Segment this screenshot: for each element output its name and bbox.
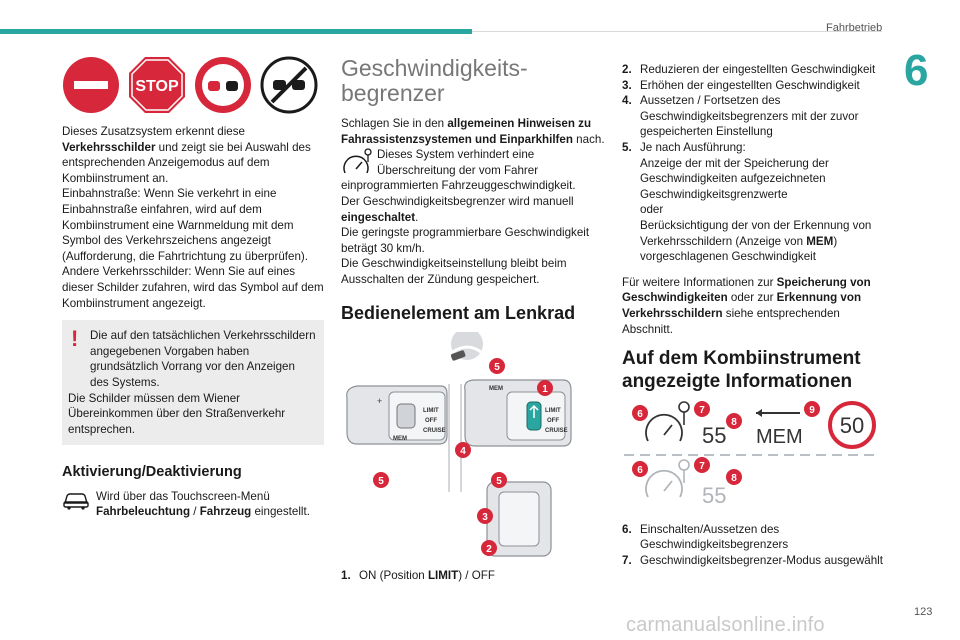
callout-8 — [726, 413, 742, 429]
callout-5a — [489, 358, 505, 374]
svg-text:7: 7 — [699, 461, 705, 473]
callout-4 — [455, 442, 471, 458]
callout-7b — [694, 457, 710, 473]
no-entry-sign-icon — [62, 56, 120, 114]
svg-text:OFF: OFF — [547, 417, 559, 424]
svg-text:2: 2 — [486, 543, 492, 555]
svg-text:+: + — [377, 395, 383, 406]
svg-text:CRUISE: CRUISE — [423, 427, 446, 434]
list-item-1: 1. ON (Position LIMIT) / OFF — [341, 569, 495, 583]
callout-9 — [804, 401, 820, 417]
svg-text:3: 3 — [482, 511, 488, 523]
memory-paragraph: Die Geschwindigkeitseinstellung bleibt beim Ausschalten der Zündung gespeichert. — [341, 257, 567, 286]
set-speed-value: 55 — [702, 423, 727, 449]
header-accent-bar — [0, 29, 472, 34]
car-icon — [62, 489, 90, 511]
right-stalk-view — [465, 380, 571, 446]
svg-text:LIMIT: LIMIT — [545, 407, 561, 414]
limiter-text-a: Dieses System verhindert eine Überschreitung der vom Fahrer — [377, 148, 539, 177]
warning-text-2: Die Schilder müssen dem Wiener Übereinkommen über den Straßenverkehr entsprechen. — [68, 391, 286, 436]
svg-text:LIMIT: LIMIT — [423, 407, 439, 414]
list-item-7: 7. Geschwindigkeitsbegrenzer-Modus ausgewählt — [622, 553, 883, 567]
watermark: carmanualsonline.info — [626, 614, 825, 636]
stop-sign-icon — [128, 56, 186, 114]
callout-7 — [694, 401, 710, 417]
warning-text-1: Die auf den tatsächlichen Verkehrsschildern angegebenen Vorgaben haben grundsätzlich Vorrang vor den Anzeigen des Systems. — [90, 329, 316, 389]
list-item: 3. Erhöhen der eingestellten Geschwindigkeit — [622, 78, 860, 92]
svg-text:6: 6 — [637, 465, 643, 477]
page-number: 123 — [914, 606, 933, 618]
callout-5c — [491, 472, 507, 488]
svg-text:MEM: MEM — [393, 435, 407, 442]
svg-text:1: 1 — [542, 383, 548, 395]
svg-text:5: 5 — [494, 361, 500, 373]
list-item-6: 6. Einschalten/Aussetzen des Geschwindigkeitsbegrenzers — [622, 522, 789, 552]
column-2 — [341, 56, 607, 584]
steering-controls-heading: Bedienelement am Lenkrad — [341, 302, 576, 323]
callout-6 — [632, 405, 648, 421]
svg-text:6: 6 — [637, 409, 643, 421]
left-stalk-view — [347, 386, 447, 444]
manual-activation-paragraph: Der Geschwindigkeitsbegrenzer wird manuell eingeschaltet. — [341, 194, 574, 224]
callout-2 — [481, 540, 497, 556]
one-way-paragraph: Einbahnstraße: Wenn Sie verkehrt in eine Einbahnstraße einfahren, wird auf dem Kombiinstrument eine Warnmeldung mit dem Symbol des Verkehrszeichens angezeigt (Aufforderung, die Fahrtrichtung zu überprüfen). — [62, 187, 308, 263]
section-title: Fahrbetrieb — [826, 22, 883, 34]
instrument-display-illustration — [622, 399, 884, 511]
svg-text:OFF: OFF — [425, 417, 437, 424]
activation-text: Wird über das Touchscreen-Menü Fahrbeleuchtung / Fahrzeug eingestellt. — [96, 489, 310, 519]
svg-text:8: 8 — [731, 417, 737, 429]
more-info-paragraph: Für weitere Informationen zur Speicherung von Geschwindigkeiten oder zur Erkennung von Verkehrsschildern siehe entsprechenden Abschnitt. — [622, 275, 871, 336]
speed-limit-sign-value: 50 — [839, 413, 865, 439]
callout-1 — [537, 380, 553, 396]
general-hints-paragraph: Schlagen Sie in den allgemeinen Hinweisen zu Fahrassistenzsystemen und Einparkhilfen nach. — [341, 117, 605, 146]
activation-heading: Aktivierung/Deaktivierung — [62, 464, 242, 481]
no-overtaking-sign-icon — [194, 56, 252, 114]
set-speed-value-inactive: 55 — [702, 483, 727, 509]
list-item-5: 5. Je nach Ausführung: Anzeige der mit der Speicherung der Geschwindigkeiten aufgezeichneten Geschwindigkeitsgrenzwerte oder Berücksichtigung der von der Erkennung von Verkehrsschildern (Anzeige von MEM) vorgeschlagenen Geschwindigkeit — [622, 140, 872, 264]
min-speed-paragraph: Die geringste programmierbare Geschwindigkeit beträgt 30 km/h. — [341, 226, 590, 255]
page-title: Geschwindigkeits- begrenzer — [341, 55, 528, 106]
list-item: 2. Reduzieren der eingestellten Geschwindigkeit — [622, 63, 876, 76]
speed-limiter-icon — [341, 147, 373, 177]
steering-wheel-icon — [450, 332, 483, 361]
warning-icon: ! — [71, 326, 79, 352]
svg-text:5: 5 — [378, 475, 384, 487]
limiter-info-row — [341, 147, 607, 178]
limiter-display-active — [646, 402, 874, 448]
header-rule — [472, 31, 882, 32]
mem-label: MEM — [756, 426, 803, 449]
warning-box — [62, 320, 324, 445]
other-signs-paragraph: Andere Verkehrsschilder: Wenn Sie auf eines dieser Schilder zufahren, wird das Symbol auf dem Kombiinstrument angezeigt. — [62, 265, 324, 310]
svg-text:CRUISE: CRUISE — [545, 427, 568, 434]
limiter-text-b: einprogrammierten Fahrzeuggeschwindigkeit. — [341, 179, 576, 193]
callout-6b — [632, 461, 648, 477]
svg-text:4: 4 — [460, 445, 466, 457]
callout-8b — [726, 469, 742, 485]
list-item: 4. Aussetzen / Fortsetzen des Geschwindigkeitsbegrenzers mit der zuvor gespeicherten Einstellung — [622, 94, 859, 139]
chapter-number: 6 — [904, 46, 929, 95]
stop-sign-label: STOP — [135, 78, 179, 95]
callout-3 — [477, 508, 493, 524]
svg-text:7: 7 — [699, 405, 705, 417]
svg-text:MEM: MEM — [489, 385, 503, 392]
traffic-signs-row — [62, 56, 324, 114]
steering-stalk-illustration — [341, 332, 607, 564]
limiter-display-inactive — [646, 460, 726, 508]
display-info-heading: Auf dem Kombiinstrument angezeigte Informationen — [622, 348, 861, 393]
svg-text:8: 8 — [731, 473, 737, 485]
column-1 — [62, 56, 324, 520]
svg-text:9: 9 — [809, 405, 815, 417]
end-no-overtaking-sign-icon — [260, 56, 318, 114]
sign-recognition-paragraph: Dieses Zusatzsystem erkennt diese Verkehrsschilder und zeigt sie bei Auswahl des entsprechenden Anzeigemodus auf dem Kombiinstrument an. — [62, 125, 311, 185]
svg-text:5: 5 — [496, 475, 502, 487]
numbered-list-2-4 — [622, 62, 890, 140]
callout-5b — [373, 472, 389, 488]
bottom-control-view — [487, 482, 551, 556]
activation-row — [62, 489, 324, 520]
column-3 — [622, 62, 890, 568]
